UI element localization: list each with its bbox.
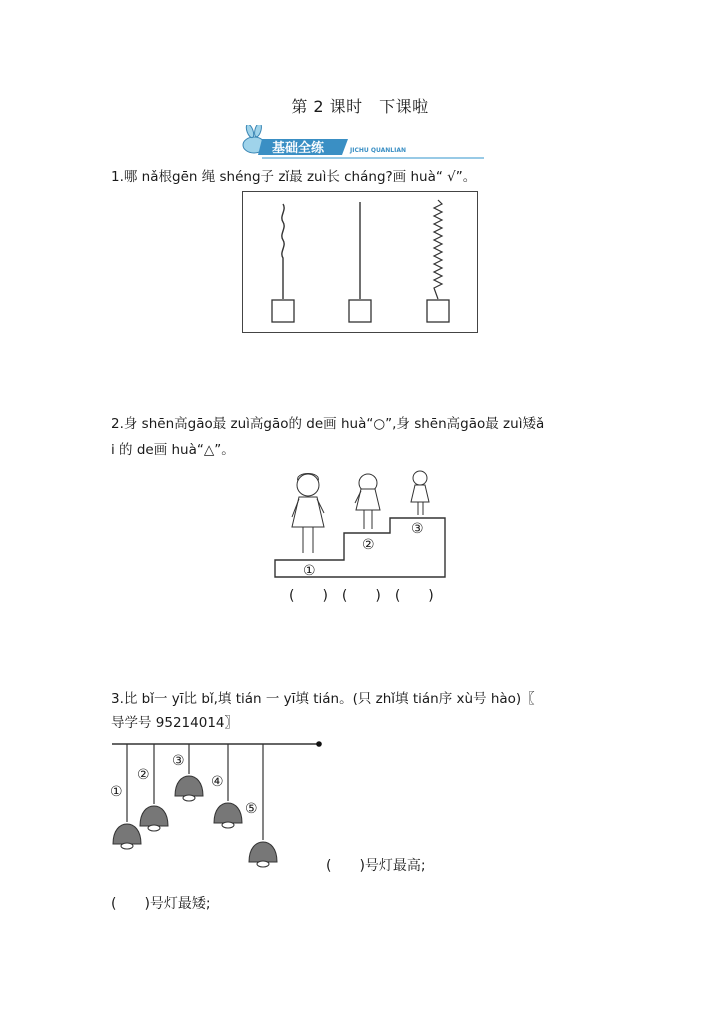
girl-2 xyxy=(355,474,380,529)
lamp-4 xyxy=(214,803,242,823)
banner-pinyin: JICHU QUANLIAN xyxy=(350,147,407,154)
lamp-label-1: ① xyxy=(110,784,123,800)
lamp-5 xyxy=(249,842,277,862)
question-3-line2: 导学号 95214014〗 xyxy=(111,715,239,731)
answer-highest-lamp[interactable]: ( )号灯最高; xyxy=(326,858,426,874)
rabbit-banner-icon xyxy=(236,125,486,161)
lamps-figure xyxy=(108,736,328,882)
answer-box-1[interactable] xyxy=(272,300,294,322)
lamp-label-4: ④ xyxy=(211,774,224,790)
girl-3 xyxy=(411,471,429,515)
lamp-label-2: ② xyxy=(137,767,150,783)
step-label-1: ① xyxy=(303,563,316,579)
section-banner xyxy=(236,125,486,161)
girl-1 xyxy=(292,474,324,554)
question-2-line2: i 的 de画 huà“△”。 xyxy=(111,442,235,458)
question-2-line1: 2.身 shēn高gāo最 zuì高gāo的 de画 huà“○”,身 shēn高gāo最 zuì矮ǎ xyxy=(111,416,545,432)
question-3-line1: 3.比 bǐ一 yī比 bǐ,填 tián 一 yī填 tián。(只 zhǐ填 tián序 xù号 hào)〖 xyxy=(111,691,535,707)
banner-cn: 基础全练 xyxy=(272,141,325,156)
answer-box-2[interactable] xyxy=(349,300,371,322)
rope-3 xyxy=(434,200,442,299)
lamp-3 xyxy=(175,776,203,796)
step-label-2: ② xyxy=(362,537,375,553)
stairs-figure xyxy=(272,465,450,584)
page-title: 第 2 课时 下课啦 xyxy=(291,97,429,116)
question-2-answer-blanks[interactable]: ( ) ( ) ( ) xyxy=(289,588,434,604)
lamp-1 xyxy=(113,824,141,844)
lamp-2 xyxy=(140,806,168,826)
ropes-figure xyxy=(242,191,478,333)
answer-lowest-lamp[interactable]: ( )号灯最矮; xyxy=(111,896,211,912)
lamp-label-3: ③ xyxy=(172,753,185,769)
step-label-3: ③ xyxy=(411,521,424,537)
question-1-text: 1.哪 nǎ根gēn 绳 shéng子 zǐ最 zuì长 cháng?画 huà“ √”。 xyxy=(111,169,477,185)
answer-box-3[interactable] xyxy=(427,300,449,322)
rope-1 xyxy=(282,204,284,299)
lamp-label-5: ⑤ xyxy=(245,801,258,817)
